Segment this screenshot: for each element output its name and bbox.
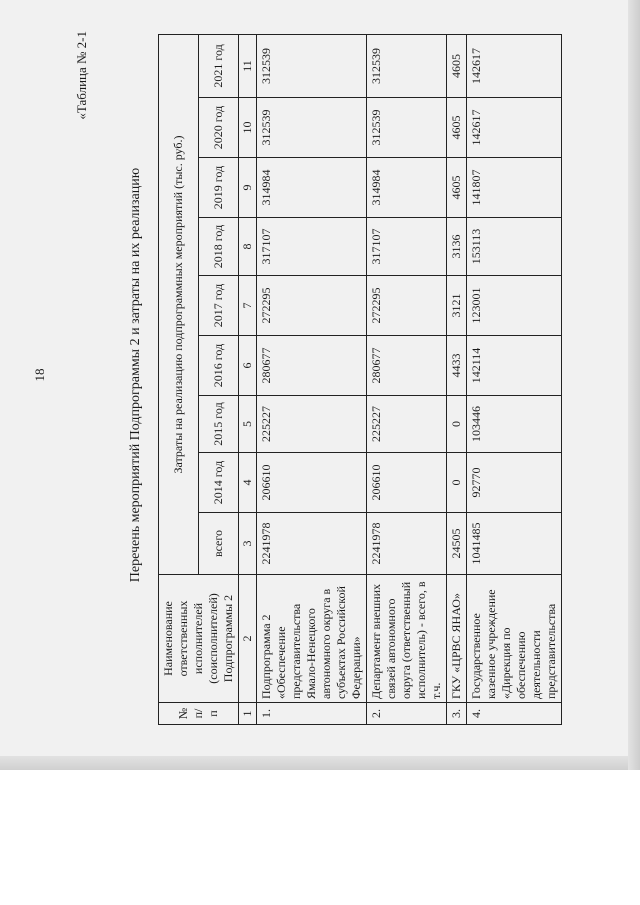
row-value: 103446 [467, 396, 562, 453]
header-year: 2019 год [199, 158, 239, 218]
row-name: Департамент внешних связей автономного округа (ответственный исполнитель) - всего, в т.ч. [367, 575, 447, 703]
row-value: 142114 [467, 336, 562, 396]
table-row [467, 34, 562, 724]
column-index: 3 [239, 513, 257, 575]
row-value: 312539 [257, 98, 367, 158]
row-value: 0 [447, 453, 467, 513]
row-value: 206610 [367, 453, 447, 513]
row-value: 2241978 [367, 513, 447, 575]
row-value: 225227 [367, 396, 447, 453]
row-value: 312539 [367, 34, 447, 97]
row-value: 312539 [257, 34, 367, 97]
header-year: 2021 год [199, 34, 239, 97]
header-year: 2016 год [199, 336, 239, 396]
row-name: Государственное казенное учреждение «Дирекция по обеспечению деятельности представительства [467, 575, 562, 703]
header-year: 2014 год [199, 453, 239, 513]
row-value: 141807 [467, 158, 562, 218]
header-group: Затраты на реализацию подпрограммных мероприятий (тыс. руб.) [159, 34, 199, 574]
row-value: 3121 [447, 276, 467, 336]
column-index: 10 [239, 98, 257, 158]
column-index: 1 [239, 703, 257, 725]
expenses-table [158, 34, 562, 725]
row-value: 153113 [467, 218, 562, 276]
page-edge-shadow [0, 756, 640, 770]
column-index: 8 [239, 218, 257, 276]
column-index: 4 [239, 453, 257, 513]
row-value: 3136 [447, 218, 467, 276]
header-year: 2017 год [199, 276, 239, 336]
table-row [447, 34, 467, 724]
row-value: 0 [447, 396, 467, 453]
header-row [159, 34, 199, 724]
row-value: 317107 [367, 218, 447, 276]
row-value: 92770 [467, 453, 562, 513]
row-value: 4433 [447, 336, 467, 396]
header-year: 2018 год [199, 218, 239, 276]
page-side-edge [628, 0, 640, 770]
row-number: 1. [257, 703, 367, 725]
row-value: 314984 [257, 158, 367, 218]
row-value: 272295 [367, 276, 447, 336]
row-number: 4. [467, 703, 562, 725]
header-name: Наименование ответственных исполнителей (соисполнителей) Подпрограммы 2 [159, 575, 239, 703]
row-value: 272295 [257, 276, 367, 336]
row-value: 4605 [447, 158, 467, 218]
header-num: № п/п [159, 703, 239, 725]
rotated-page-content [30, 15, 620, 735]
row-value: 1041485 [467, 513, 562, 575]
row-number: 3. [447, 703, 467, 725]
row-value: 142617 [467, 98, 562, 158]
header-year: всего [199, 513, 239, 575]
document-title: Перечень мероприятий Подпрограммы 2 и затраты на их реализацию [128, 167, 143, 583]
header-year: 2015 год [199, 396, 239, 453]
row-value: 4605 [447, 34, 467, 97]
table-row [367, 34, 447, 724]
row-value: 280677 [367, 336, 447, 396]
column-index-row [239, 34, 257, 724]
column-index: 5 [239, 396, 257, 453]
row-value: 24505 [447, 513, 467, 575]
column-index: 6 [239, 336, 257, 396]
row-value: 4605 [447, 98, 467, 158]
table-reference: «Таблица № 2-1 [74, 31, 89, 120]
column-index: 7 [239, 276, 257, 336]
row-value: 123001 [467, 276, 562, 336]
header-year: 2020 год [199, 98, 239, 158]
row-value: 314984 [367, 158, 447, 218]
row-value: 142617 [467, 34, 562, 97]
row-name: ГКУ «ЦРВС ЯНАО» [447, 575, 467, 703]
row-number: 2. [367, 703, 447, 725]
row-name: Подпрограмма 2 «Обеспечение представительства Ямало-Ненецкого автономного округа в субъектах Российской Федерации» [257, 575, 367, 703]
row-value: 2241978 [257, 513, 367, 575]
row-value: 225227 [257, 396, 367, 453]
row-value: 206610 [257, 453, 367, 513]
column-index: 11 [239, 34, 257, 97]
table-row [257, 34, 367, 724]
row-value: 280677 [257, 336, 367, 396]
page-number: 18 [32, 368, 47, 382]
row-value: 312539 [367, 98, 447, 158]
column-index: 9 [239, 158, 257, 218]
row-value: 317107 [257, 218, 367, 276]
column-index: 2 [239, 575, 257, 703]
